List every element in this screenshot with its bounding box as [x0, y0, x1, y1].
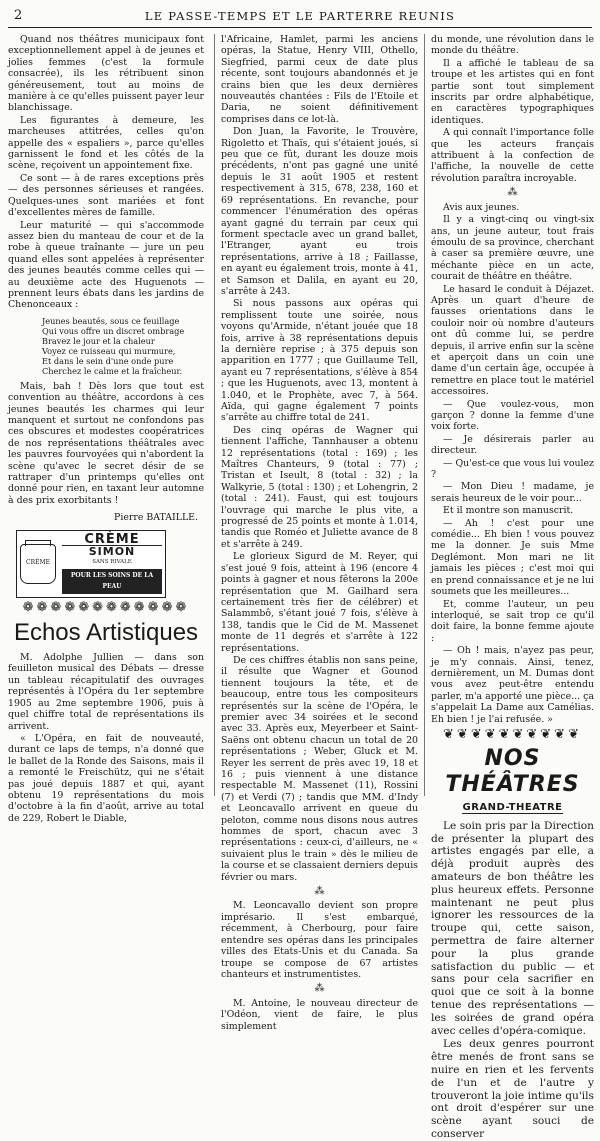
- paragraph: M. Adolphe Jullien — dans son feuilleton musical des Débats — dresse un tableau récapitulatif des ouvrages représentés à l'Opéra du 1er septembre 1905 au 2me septembre 1906, puis à quel chiffre total de représentations ils arrivent.: [8, 652, 204, 732]
- paragraph: Si nous passons aux opéras qui remplissent toute une soirée, nous voyons qu'Armide, n'étant jouée que 18 fois, arrive à 38 représentations depuis la dernière reprise ; à 375 depuis son apparition en 1777 ; que Guillaume Tell, ayant eu 7 représentations, s'élève à 854 ; que les Huguenots, avec 13, montent à 1.040, et le Prophète, avec 7, à 564. Aïda, qui gagne également 7 points s'arrête au chiffre total de 241.: [221, 298, 418, 424]
- ad-slogan: POUR LES SOINS DE LA PEAU: [62, 569, 162, 594]
- column-2: [214, 34, 418, 1032]
- paragraph: — Que voulez-vous, mon garçon ? donne la femme d'une voix forte.: [431, 398, 594, 433]
- poem-line: Cherchez le calme et la fraîcheur.: [42, 365, 183, 376]
- column-1: [8, 34, 204, 824]
- ad-brand-line-1: CRÈME: [62, 534, 162, 546]
- paragraph: — Qu'est-ce que vous lui voulez ?: [431, 457, 594, 481]
- ornament-divider: ❁❁❁❁❁❁❁❁❁❁❁❁: [22, 599, 190, 615]
- paragraph: — Mon Dieu ! madame, je serais heureux de le voir pour...: [431, 481, 594, 504]
- paragraph: Le hasard le conduit à Déjazet. Après un quart d'heure de fausses orientations dans le couloir noir où nombre d'auteurs ont dû comme lui, se perdre depuis, il arrive enfin sur la scène et aperçoit dans un coin une dame d'un certain âge, occupée à remettre en place tout le matériel accessoires.: [431, 283, 594, 398]
- poem-quote: [42, 316, 204, 376]
- poem-line: Qui vous offre un discret ombrage: [42, 325, 185, 336]
- paragraph: De ces chiffres établis non sans peine, il résulte que Wagner et Gounod tiennent toujours la tête, et de beaucoup, entre tous les compositeurs représentés sur la scène de l'Opéra, le premier avec 34 soirées et le second avec 33. Après eux, Meyerbeer et Saint-Saëns ont obtenu chacun un total de 20 représentations ; Weber, Gluck et M. Reyer les serrent de près avec 19, 18 et 16 ; puis viennent à une distance respectable M. Massenet (11), Rossini (7) et Verdi (7) ; tandis que MM. d'Indy et Leoncavallo arrivent en queue du peloton, comme nous disons nous autres hommes de sport, chacun avec 3 représentations : ceux-ci, d'ailleurs, ne « suivaient plus le train » dès le milieu de la course et se classaient derniers depuis février ou mars.: [221, 654, 418, 883]
- poem-line: Bravez le jour et la chaleur: [42, 335, 155, 346]
- paragraph: Il y a vingt-cinq ou vingt-six ans, un jeune auteur, tout frais émoulu de sa province, cherchant à caser sa première œuvre, une méchante pièce en un acte, courait de théâtre en théâtre.: [431, 214, 594, 283]
- paragraph: M. Leoncavallo devient son propre imprésario. Il s'est embarqué, récemment, à Cherbourg, pour faire entendre ses opéras dans les principales villes des Etats-Unis et du Canada. Sa troupe se compose de 67 artistes chanteurs et instrumentistes.: [221, 900, 418, 980]
- paragraph: Des cinq opéras de Wagner qui tiennent l'affiche, Tannhauser a obtenu 12 représentations (total : 169) ; les Maîtres Chanteurs, 9 (total : 77) ; Tristan et Iseult, 8 (total : 32) ; la Walkyrie, 5 (total : 130) ; et Lohengrin, 2 (total : 241). Faust, qui est toujours l'ouvrage qui marche le plus vite, a progressé de 25 points et monte à 1.014, tandis que Roméo et Juliette avance de 8 et s'arrête à 249.: [221, 424, 418, 550]
- section-title-echos: Echos Artistiques: [13, 619, 199, 647]
- paragraph: M. Antoine, le nouveau directeur de l'Odéon, vient de faire, le plus simplement: [221, 997, 418, 1032]
- paragraph: l'Africaine, Hamlet, parmi les anciens opéras, la Statue, Henry VIII, Othello, Siegfried, parmi ceux de date plus récente, sont toujours abandonnés et je crains bien que les deux dernières nouveautés chantées : Fils de l'Etoile et Daria, ne soient définitivement comprises dans ce lot-là.: [221, 34, 418, 125]
- paragraph: — Oh ! mais, n'ayez pas peur, je m'y connais. Ainsi, tenez, dernièrement, un M. Dumas dont vous avez peut-être entendu parler, m'a apporté une pièce... ça s'appelait La Dame aux Camélias. Eh bien ! je l'ai refusée. »: [431, 645, 594, 725]
- poem-line: Et dans le sein d'une onde pure: [42, 355, 174, 366]
- subsection-title-grand-theatre: GRAND-THEATRE: [462, 802, 563, 814]
- paragraph: — Je désirerais parler au directeur.: [431, 433, 594, 457]
- paragraph: Avis aux jeunes.: [443, 201, 520, 213]
- paragraph: Le soin pris par la Direction de présenter la plupart des artistes engagés par elle, a déjà produit auprès des amateurs de bon théâtre les plus heureux effets. Personne maintenant ne peut plus ignorer les ressources de la troupe qui, cette saison, permettra de faire alterner pour la plus grande satisfaction du public — et sans pour cela sacrifier en quoi que ce soit à la bonne tenue des représentations — les soirées de grand opéra avec celles d'opéra-comique.: [431, 819, 594, 1037]
- asterism-divider: ⁂: [507, 187, 518, 199]
- asterism-divider: ⁂: [314, 886, 325, 898]
- creme-simon-advertisement: [16, 530, 166, 598]
- paragraph: Ce sont — à de rares exceptions près — des personnes sérieuses et rangées. Quelques-unes sont mariées et font d'excellentes mères de famille.: [8, 172, 204, 219]
- page-header: [8, 6, 592, 28]
- paragraph: Don Juan, la Favorite, le Trouvère, Rigoletto et Thaïs, qui s'étaient joués, si peu que ce fût, durant les douze mois précédents, n'ont pas gagné une unité depuis le 31 août 1905 et restent respectivement à 315, 678, 238, 160 et 69 représentations. En revanche, pour commencer l'énumération des opéras ayant gagné du terrain par ceux qui forment spectacle avec un grand ballet, l'Etranger, ayant eu trois représentations, arrive à 18 ; Faillasse, en ayant eu également trois, monte à 41, et Samson et Dalila, en ayant eu 20, s'arrête à 243.: [221, 126, 418, 297]
- paragraph: du monde, une révolution dans le monde du théâtre.: [431, 34, 594, 57]
- paragraph: Les deux genres pourront être menés de front sans se nuire en rien et les fervents de l'un et de l'autre y trouveront la joie intime qu'ils ont droit d'espérer sur une scène ayant souci de conserver: [431, 1038, 594, 1140]
- cream-jar-icon: CRÈME: [20, 544, 56, 584]
- paragraph: Leur maturité — qui s'accommode assez bien du manteau de cour et de la robe à queue traînante — jure un peu quand elles sont appelées à représenter des jeunes beautés comme celles qui — au deuxième acte des Huguenots — prennent leurs ébats dans les jardins de Chenonceaux :: [8, 219, 204, 311]
- paragraph: Et, comme l'auteur, un peu interloqué, se sait trop ce qu'il doit faire, la bonne femme ajoute :: [431, 598, 594, 644]
- section-title-nos-theatres: NOS THÉÂTRES: [445, 746, 580, 798]
- poem-line: Voyez ce ruisseau qui murmure,: [42, 345, 176, 356]
- paragraph: Et il montre son manuscrit.: [443, 505, 574, 517]
- paragraph: — Ah ! c'est pour une comédie... Eh bien ! vous pouvez me la donner. Je suis Mme Deglémont. Mon mari ne lit jamais les pièces ; c'est moi qui en prend connaissance et je ne lui soumets que les meilleures...: [431, 517, 594, 598]
- ad-tagline: SANS RIVALE: [92, 559, 132, 566]
- poem-line: Jeunes beautés, sous ce feuillage: [42, 315, 180, 326]
- paragraph: Le glorieux Sigurd de M. Reyer, qui s'est joué 9 fois, atteint à 196 (encore 4 points à gagner et nous fêterons la 200e représentation que M. Gailhard sera certainement très fier de célébrer) et Salammbô, s'étant joué 7 fois, s'élève à 138, tandis que le Cid de M. Massenet monte de 11 degrés et s'arrête à 122 représentations.: [221, 551, 418, 654]
- paragraph: « L'Opéra, en fait de nouveauté, durant ce laps de temps, n'a donné que le ballet de la Ronde des Saisons, mais il a remonté le Freischütz, qui ne s'était pas joué depuis 1887 et qui, ayant obtenu 19 représentations du mois d'octobre à la fin d'août, arrive au total de 229, Robert le Diable,: [8, 732, 204, 824]
- paragraph: Il a affiché le tableau de sa troupe et les artistes qui en font partie sont tout simplement inscrits par ordre alphabétique, en caractères typographiques identiques.: [431, 57, 594, 126]
- ad-brand-line-2: SIMON: [88, 545, 136, 559]
- paragraph: Mais, bah ! Dès lors que tout est convention au théâtre, accordons à ces jeunes beautés les charmes qui leur manquent et surtout ne confondons pas ces obscures et modestes coopératrices de nos représentations théâtrales avec les pauvres fourvoyées qui n'abordent la scène qu'avec le secret désir de se rattraper d'un printemps qu'elles ont donné pour rien, en taxant leur automne à des prix exorbitants !: [8, 380, 204, 506]
- paragraph: Les figurantes à demeure, les marcheuses attitrées, celles qu'on appelle des « espaliers », parce qu'elles garnissent le fond et les côtés de la scène, reçoivent un appointement fixe.: [8, 114, 204, 172]
- paragraph: A qui connaît l'importance folle que les acteurs français attribuent à la confection de l'affiche, la nouvelle de cette révolution paraîtra incroyable.: [431, 127, 594, 184]
- page-number: 2: [14, 8, 23, 23]
- column-3: [424, 34, 594, 1140]
- author-signature: Pierre BATAILLE.: [114, 512, 198, 524]
- ad-text-block: [62, 531, 162, 594]
- asterism-divider: ⁂: [314, 983, 325, 995]
- paragraph: Quand nos théâtres municipaux font exceptionnellement appel à de jeunes et jolies femmes (c'est la formule consacrée), ils les rétribuent sinon généreusement, tout au moins de manière à ce qu'elles puissent payer leur blanchissage.: [8, 34, 204, 114]
- publication-title: LE PASSE-TEMPS ET LE PARTERRE REUNIS: [144, 9, 456, 23]
- ornament-divider: ❦❦❦❦❦❦❦❦❦❦: [443, 726, 582, 742]
